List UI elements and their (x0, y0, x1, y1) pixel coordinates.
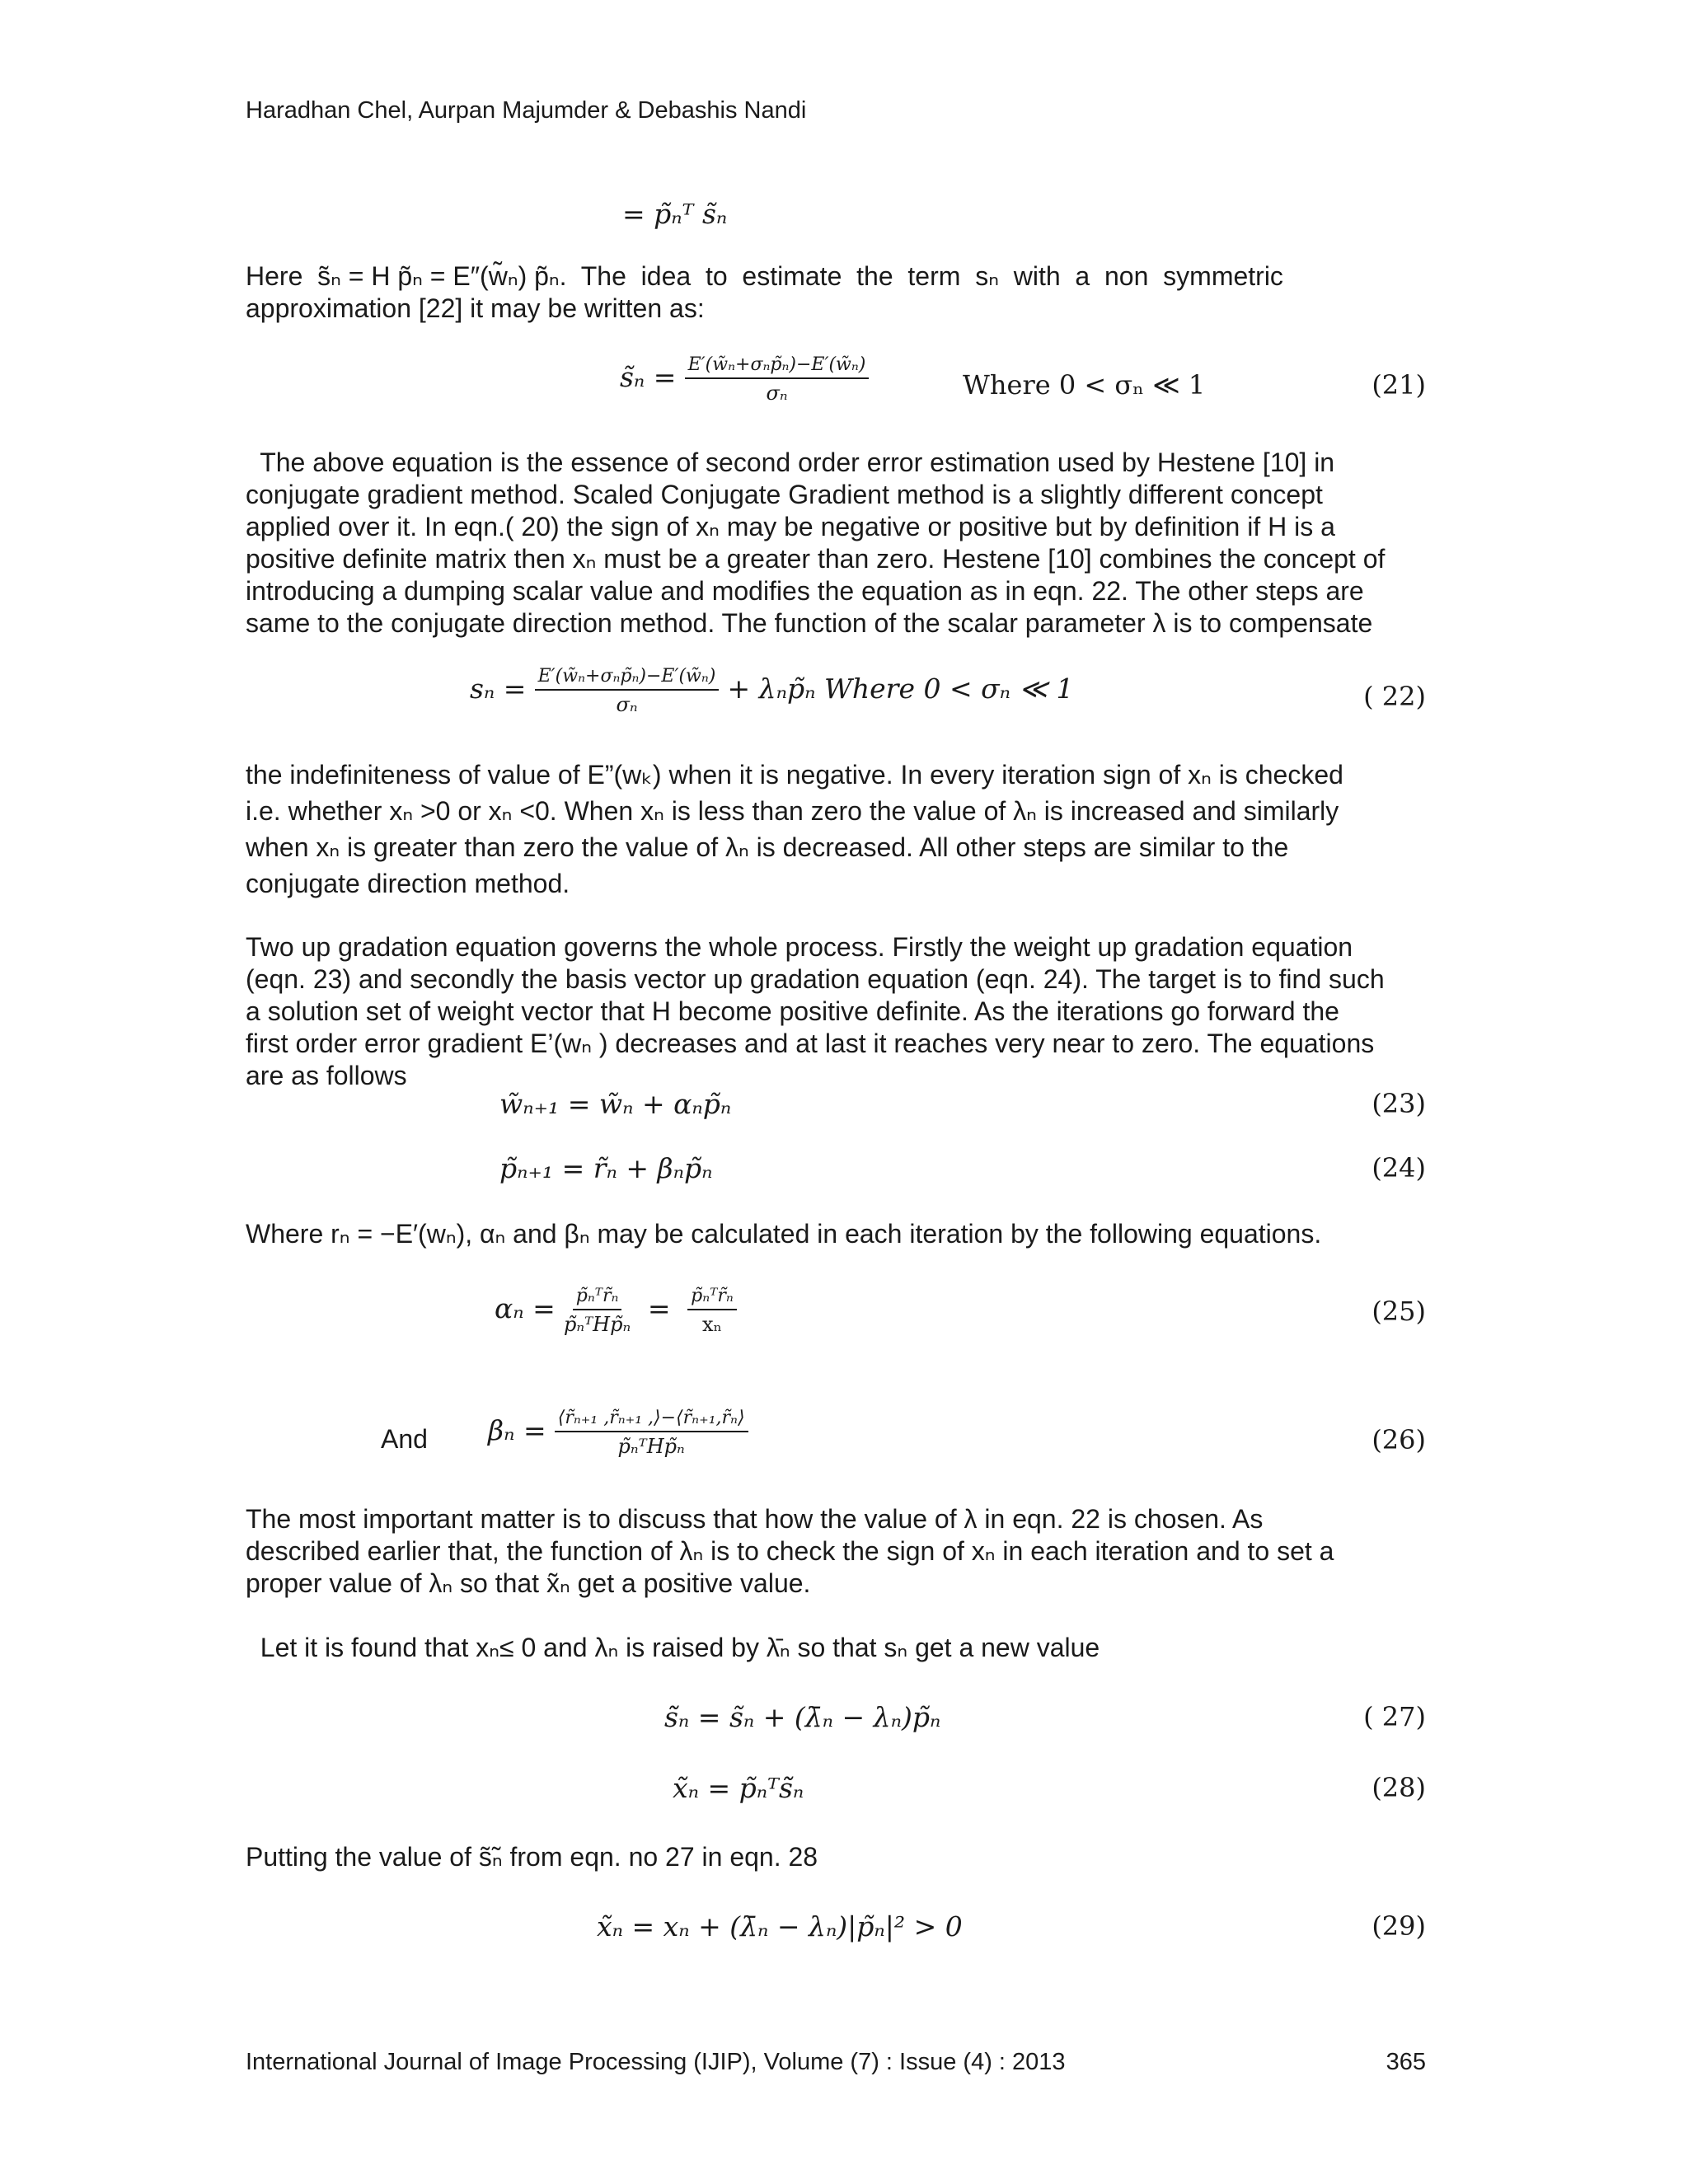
paragraph-1-line-1: Here s̃ₙ = H p̃ₙ = E″(w̃ₙ) p̃ₙ. The idea to estimate the term sₙ with a non symmetric (246, 261, 1283, 291)
equation-25-number: (25) (1372, 1296, 1426, 1327)
equation-26-numerator: ⟨r̃ₙ₊₁ ,r̃ₙ₊₁ ,⟩−⟨r̃ₙ₊₁,r̃ₙ⟩ (555, 1408, 748, 1432)
equation-21-number: (21) (1372, 369, 1426, 401)
paragraph-6-line: proper value of λₙ so that x̃ₙ get a positive value. (246, 1568, 811, 1598)
equation-21-numerator: E′(w̃ₙ+σₙp̃ₙ)−E′(w̃ₙ) (685, 354, 870, 379)
paragraph-1 (246, 260, 1426, 325)
paragraph-2-line: positive definite matrix then xₙ must be a greater than zero. Hestene [10] combines the concept of (246, 544, 1386, 574)
equation-26-fraction (555, 1408, 748, 1458)
equation-26-and: And (381, 1424, 428, 1454)
paragraph-2 (246, 447, 1426, 640)
equation-27-number: ( 27) (1363, 1701, 1426, 1732)
paragraph-2-line: same to the conjugate direction method. The function of the scalar parameter λ is to compensate (246, 608, 1373, 638)
paragraph-2-line: applied over it. In eqn.( 20) the sign of xₙ may be negative or positive but by definition if H is a (246, 512, 1335, 541)
paragraph-7: Let it is found that xₙ≤ 0 and λₙ is raised by λ̄ₙ so that sₙ get a new value (246, 1633, 1100, 1662)
equation-22-denominator: σₙ (616, 693, 638, 716)
paragraph-2-line: The above equation is the essence of second order error estimation used by Hestene [10] in (246, 448, 1335, 477)
equation-25-numerator-1: p̃ₙᵀr̃ₙ (573, 1286, 622, 1310)
equation-24: p̃ₙ₊₁ = r̃ₙ + βₙp̃ₙ (499, 1152, 713, 1184)
paragraph-3 (246, 757, 1426, 902)
equation-25-lhs: αₙ = (495, 1292, 556, 1324)
equation-29: x̃ₙ = xₙ + (λ̄ₙ − λₙ)|p̃ₙ|² > 0 (597, 1910, 963, 1943)
equation-22-rest: + λₙp̃ₙ Where 0 < σₙ ≪ 1 (727, 673, 1074, 705)
paragraph-6-line: The most important matter is to discuss that how the value of λ in eqn. 22 is chosen. As (246, 1504, 1264, 1534)
equation-25-fraction-1 (564, 1286, 631, 1336)
paragraph-3-line: conjugate direction method. (246, 869, 570, 898)
equation-24-number: (24) (1372, 1152, 1426, 1183)
paragraph-4-line: Two up gradation equation governs the whole process. Firstly the weight up gradation equation (246, 932, 1353, 962)
equation-25-denominator-2: xₙ (702, 1313, 722, 1336)
paragraph-3-line: i.e. whether xₙ >0 or xₙ <0. When xₙ is less than zero the value of λₙ is increased and similarly (246, 796, 1339, 826)
paragraph-2-line: introducing a dumping scalar value and modifies the equation as in eqn. 22. The other steps are (246, 576, 1364, 606)
paragraph-3-line: the indefiniteness of value of E”(wₖ) when it is negative. In every iteration sign of xₙ is checked (246, 760, 1343, 790)
equation-25-denominator-1: p̃ₙᵀHp̃ₙ (563, 1313, 631, 1336)
paragraph-2-line: conjugate gradient method. Scaled Conjugate Gradient method is a slightly different concept (246, 480, 1323, 509)
equation-29-number: (29) (1372, 1910, 1426, 1942)
running-header: Haradhan Chel, Aurpan Majumder & Debashis Nandi (246, 97, 807, 124)
equation-25-numerator-2: p̃ₙᵀr̃ₙ (687, 1286, 737, 1310)
page-number: 365 (1386, 2049, 1426, 2075)
equation-21 (620, 354, 869, 405)
equation-26 (488, 1408, 748, 1458)
paragraph-4-line: a solution set of weight vector that H become positive definite. As the iterations go forward the (246, 996, 1339, 1026)
equation-22-lhs: sₙ = (470, 673, 527, 705)
journal-footer: International Journal of Image Processing (IJIP), Volume (7) : Issue (4) : 2013 (246, 2049, 1066, 2075)
equation-top: = p̃ₙᵀ s̃ₙ (622, 198, 728, 230)
equation-22-number: ( 22) (1363, 681, 1426, 712)
paragraph-4-line: (eqn. 23) and secondly the basis vector up gradation equation (eqn. 24). The target is to find such (246, 964, 1385, 994)
paragraph-6-line: described earlier that, the function of λₙ is to check the sign of xₙ in each iteration and to set a (246, 1536, 1334, 1566)
equation-27: s̃̃ₙ = s̃ₙ + (λ̄ₙ − λₙ)p̃ₙ (664, 1701, 941, 1733)
equation-23: w̃ₙ₊₁ = w̃ₙ + αₙp̃ₙ (499, 1088, 732, 1120)
paragraph-4 (246, 931, 1426, 1092)
equation-26-denominator: p̃ₙᵀHp̃ₙ (617, 1435, 685, 1458)
equation-22 (470, 666, 1074, 716)
equation-21-fraction (685, 354, 870, 405)
paragraph-8: Putting the value of s̃̃ₙ from eqn. no 27 in eqn. 28 (246, 1842, 818, 1872)
equation-22-numerator: E′(w̃ₙ+σₙp̃ₙ)−E′(w̃ₙ) (535, 666, 720, 691)
equation-26-number: (26) (1372, 1424, 1426, 1455)
paragraph-5: Where rₙ = −E′(wₙ), αₙ and βₙ may be calculated in each iteration by the following equations. (246, 1219, 1322, 1249)
equation-26-lhs: βₙ = (488, 1414, 546, 1446)
equation-21-denominator: σₙ (766, 382, 788, 405)
equation-23-number: (23) (1372, 1088, 1426, 1119)
equation-25: αₙ = $\frac{\text{p̃ₙᵀr̃ₙ}}{\text{p̃ₙᵀHp̃ₙ}}$ = $\frac{\text{p̃ₙᵀr̃ₙ}}{\text{xₙ}}$ (495, 1286, 737, 1336)
paragraph-6 (246, 1503, 1426, 1600)
equation-21-lhs: s̃ₙ = (620, 361, 677, 393)
paragraph-3-line: when xₙ is greater than zero the value of λₙ is decreased. All other steps are similar to the (246, 832, 1289, 862)
equation-22-fraction (535, 666, 720, 716)
equation-25-fraction-2 (687, 1286, 737, 1336)
equation-21-condition: Where 0 < σₙ ≪ 1 (963, 369, 1206, 401)
equation-28: x̃ₙ = p̃ₙᵀs̃̃ₙ (673, 1772, 804, 1804)
equation-28-number: (28) (1372, 1772, 1426, 1803)
paragraph-1-line-2: approximation [22] it may be written as: (246, 293, 705, 323)
paragraph-4-line: first order error gradient E’(wₙ ) decreases and at last it reaches very near to zero. The equations (246, 1029, 1375, 1058)
paragraph-4-line: are as follows (246, 1061, 407, 1090)
